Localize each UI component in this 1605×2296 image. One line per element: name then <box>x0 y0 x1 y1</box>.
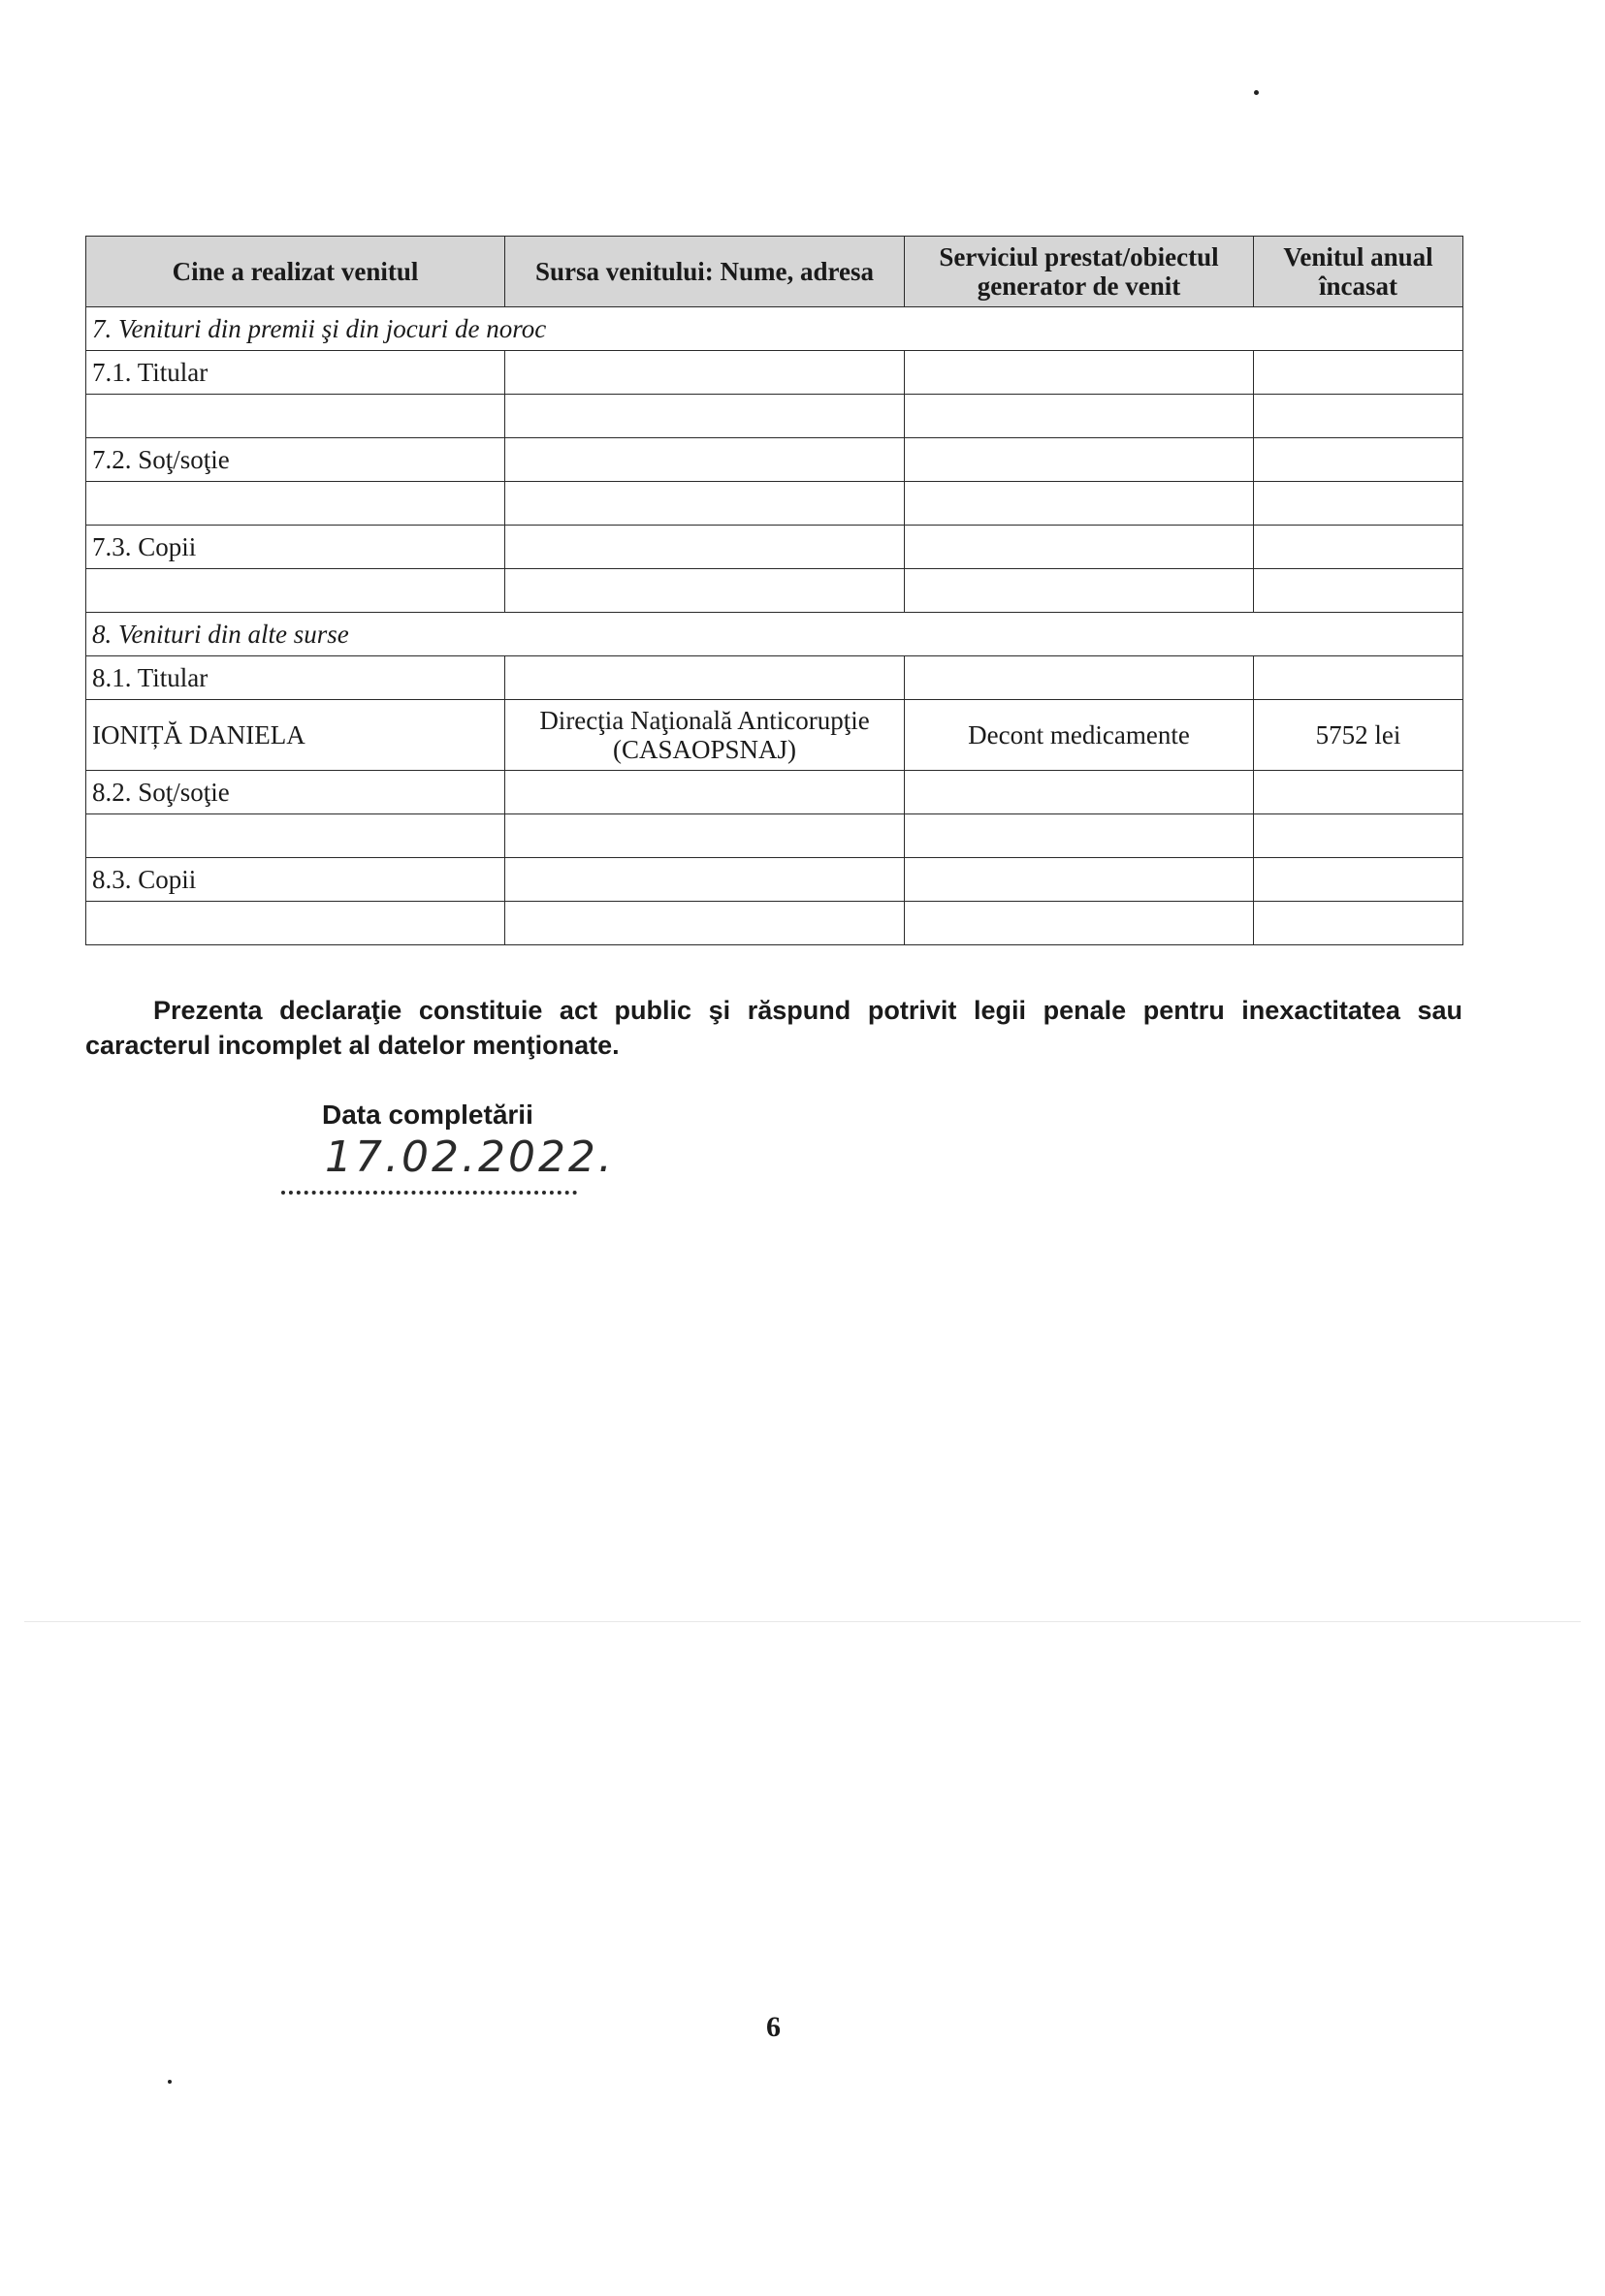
row-label: 7.3. Copii <box>86 526 505 569</box>
table-row <box>86 700 1463 771</box>
entry-source: Direcţia Naţională Anticorupţie (CASAOPSNAJ) <box>505 700 905 771</box>
section-row <box>86 307 1463 351</box>
table-row <box>86 438 1463 482</box>
section-8-title: 8. Venituri din alte surse <box>86 613 1463 656</box>
income-table <box>85 236 1463 945</box>
header-who: Cine a realizat venitul <box>86 237 505 307</box>
row-label: 8.3. Copii <box>86 858 505 902</box>
fold-line <box>24 1621 1581 1622</box>
handwritten-date: 17.02.2022. <box>325 1132 615 1182</box>
table-row <box>86 771 1463 814</box>
table-row <box>86 395 1463 438</box>
table-row <box>86 656 1463 700</box>
table-row <box>86 858 1463 902</box>
scan-dot <box>1254 90 1259 95</box>
table-row <box>86 482 1463 526</box>
date-label: Data completării <box>322 1100 533 1130</box>
table-row <box>86 902 1463 945</box>
entry-service: Decont medicamente <box>905 700 1254 771</box>
table-row <box>86 569 1463 613</box>
row-label: 8.2. Soţ/soţie <box>86 771 505 814</box>
table-row <box>86 526 1463 569</box>
entry-amount: 5752 lei <box>1254 700 1463 771</box>
header-service: Serviciul prestat/obiectul generator de venit <box>905 237 1254 307</box>
section-row <box>86 613 1463 656</box>
section-7-title: 7. Venituri din premii şi din jocuri de noroc <box>86 307 1463 351</box>
page-number: 6 <box>766 2011 781 2043</box>
entry-name: IONIȚĂ DANIELA <box>86 700 505 771</box>
row-label: 7.2. Soţ/soţie <box>86 438 505 482</box>
header-income: Venitul anual încasat <box>1254 237 1463 307</box>
row-label: 8.1. Titular <box>86 656 505 700</box>
table-row <box>86 351 1463 395</box>
declaration-statement: Prezenta declaraţie constituie act public şi răspund potrivit legii penale pentru inexactitatea sau caracterul incomplet al datelor menţionate. <box>85 996 1462 1060</box>
header-source: Sursa venitului: Nume, adresa <box>505 237 905 307</box>
row-label: 7.1. Titular <box>86 351 505 395</box>
table-header-row <box>86 237 1463 307</box>
scan-dot <box>168 2080 172 2084</box>
date-dotted-line <box>281 1191 577 1195</box>
table-row <box>86 814 1463 858</box>
